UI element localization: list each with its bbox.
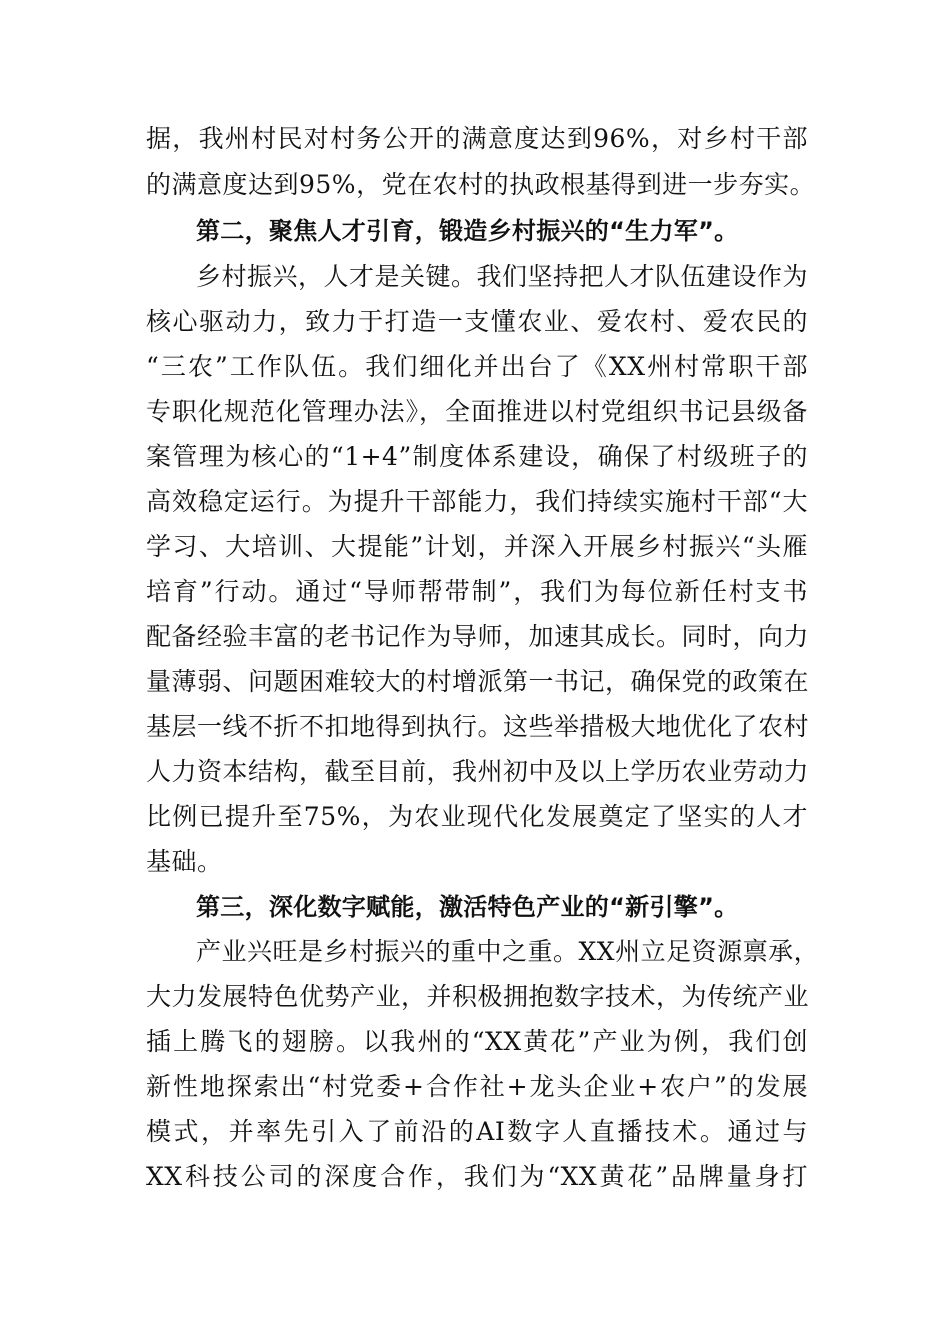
paragraph-line: 基础。 [146, 847, 223, 876]
paragraph-line: XX科技公司的深度合作，我们为“XX黄花”品牌量身打 [146, 1162, 808, 1191]
paragraph-line: 学习、大培训、大提能”计划，并深入开展乡村振兴“头雁 [146, 532, 808, 561]
paragraph-line: 案管理为核心的“1+4”制度体系建设，确保了村级班子的 [146, 442, 808, 471]
paragraph-line: 大力发展特色优势产业，并积极拥抱数字技术，为传统产业 [146, 982, 810, 1011]
paragraph-line: 新性地探索出“村党委+合作社+龙头企业+农户”的发展 [146, 1072, 808, 1101]
paragraph-line: 基层一线不折不扣地得到执行。这些举措极大地优化了农村 [146, 712, 810, 741]
paragraph-line: 产业兴旺是乡村振兴的重中之重。XX州立足资源禀承， [196, 937, 820, 966]
paragraph-line: 培育”行动。通过“导师帮带制”，我们为每位新任村支书 [146, 577, 808, 606]
paragraph-line: 配备经验丰富的老书记作为导师，加速其成长。同时，向力 [146, 622, 810, 651]
paragraph-line: 乡村振兴，人才是关键。我们坚持把人才队伍建设作为 [196, 262, 809, 291]
paragraph-line: 高效稳定运行。为提升干部能力，我们持续实施村干部“大 [146, 487, 808, 516]
paragraph-line: 据，我州村民对村务公开的满意度达到96%，对乡村干部 [146, 124, 808, 153]
section-heading-3: 第三，深化数字赋能，激活特色产业的“新引擎”。 [196, 893, 739, 921]
paragraph-line: “三农”工作队伍。我们细化并出台了《XX州村常职干部 [146, 352, 808, 381]
paragraph-line: 模式，并率先引入了前沿的AI数字人直播技术。通过与 [146, 1117, 808, 1146]
paragraph-line: 比例已提升至75%，为农业现代化发展奠定了坚实的人才 [146, 802, 808, 831]
paragraph-line: 插上腾飞的翅膀。以我州的“XX黄花”产业为例，我们创 [146, 1027, 808, 1056]
paragraph-line: 的满意度达到95%，党在农村的执政根基得到进一步夯实。 [146, 170, 816, 199]
paragraph-line: 人力资本结构，截至目前，我州初中及以上学历农业劳动力 [146, 757, 810, 786]
section-heading-2: 第二，聚焦人才引育，锻造乡村振兴的“生力军”。 [196, 217, 739, 245]
paragraph-line: 专职化规范化管理办法》，全面推进以村党组织书记县级备 [146, 397, 808, 426]
paragraph-line: 核心驱动力，致力于打造一支懂农业、爱农村、爱农民的 [146, 307, 808, 336]
paragraph-line: 量薄弱、问题困难较大的村增派第一书记，确保党的政策在 [146, 667, 810, 696]
